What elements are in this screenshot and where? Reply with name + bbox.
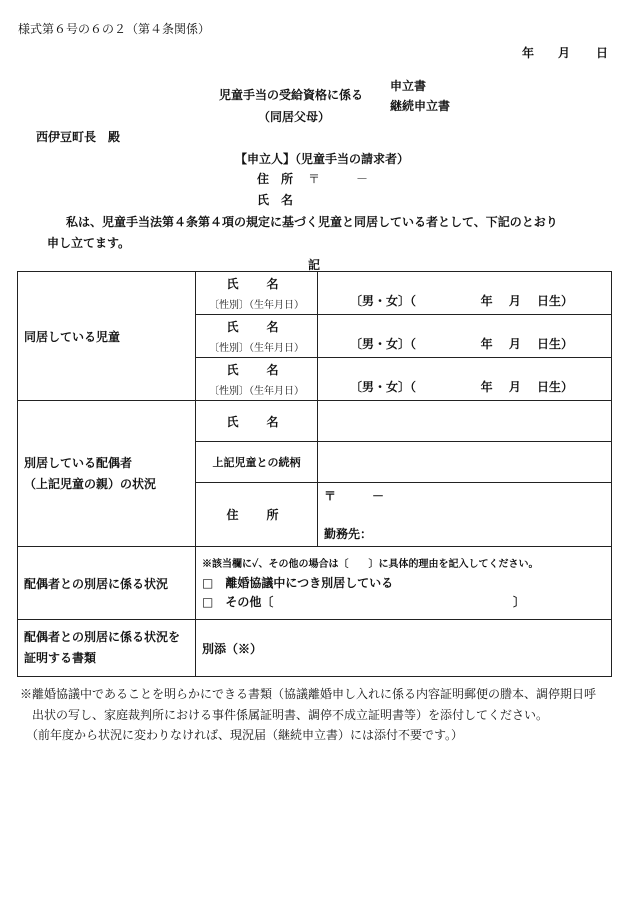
child-1-value-cell[interactable] xyxy=(318,272,612,315)
docs-header-line1: 配偶者との別居に係る状況を xyxy=(24,630,181,644)
title-option-application: 申立書 xyxy=(390,79,427,93)
spouse-name-label: 氏 名 xyxy=(226,414,287,429)
child-3-value-cell[interactable] xyxy=(318,358,612,401)
footnote-3: （前年度から状況に変わりなければ、現況届（継続申立書）には添付不要です。） xyxy=(20,728,464,742)
spouse-header-line1: 別居している配偶者 xyxy=(24,455,133,470)
child-2-sexbirth-label: 〔性別〕（生年月日） xyxy=(209,343,304,354)
docs-header-line2: 証明する書類 xyxy=(24,651,97,665)
child-1-birth-date: 年 月 日生） xyxy=(480,294,573,308)
footnote-1: ※離婚協議中であることを明らかにできる書類（協議離婚申し入れに係る内容証明郵便の謄本、調停期日呼 xyxy=(20,687,597,701)
title-main: 児童手当の受給資格に係る xyxy=(219,88,364,102)
footnote-2: 出状の写し、家庭裁判所における事件係属証明書、調停不成立証明書等）を添付してください。 xyxy=(20,708,549,722)
form-number: 様式第６号の６の２（第４条関係） xyxy=(18,22,211,36)
title-sub: （同居父母） xyxy=(258,110,331,124)
children-header: 同居している児童 xyxy=(18,272,196,401)
date-month: 月 xyxy=(558,46,571,60)
child-3-label-cell xyxy=(196,358,318,401)
separation-cell xyxy=(196,547,612,620)
declaration-table xyxy=(17,271,612,677)
child-3-birth-date: 年 月 日生） xyxy=(480,380,573,394)
applicant-address-label: 住 所 xyxy=(257,172,294,186)
addressee: 西伊豆町長 殿 xyxy=(36,130,121,144)
spouse-address-label: 住 所 xyxy=(226,508,287,522)
statement-line1: 私は、児童手当法第４条第４項の規定に基づく児童と同居している者として、下記のとおり xyxy=(66,215,558,229)
separation-other-open: □ その他〔 xyxy=(202,594,274,609)
statement-line2: 申し立てます。 xyxy=(47,236,131,250)
child-3-sex-choice: 〔男・女〕（ xyxy=(350,380,417,394)
child-3-name-label: 氏 名 xyxy=(226,363,287,377)
child-3-sexbirth-label: 〔性別〕（生年月日） xyxy=(209,386,304,397)
spouse-address-value[interactable] xyxy=(318,483,612,547)
spouse-header xyxy=(18,401,196,547)
applicant-postal: 〒 － xyxy=(308,172,369,186)
separation-header: 配偶者との別居に係る状況 xyxy=(18,547,196,620)
spouse-relation-value[interactable] xyxy=(318,442,612,483)
child-2-value-cell[interactable] xyxy=(318,315,612,358)
date-year: 年 xyxy=(522,46,535,60)
spouse-workplace-label: 勤務先： xyxy=(324,527,373,541)
separation-option-divorce-talks[interactable]: □ 離婚協議中につき別居している xyxy=(202,575,394,590)
separation-other-close: 〕 xyxy=(512,594,525,609)
docs-header xyxy=(18,620,196,677)
spouse-postal: 〒 － xyxy=(324,489,385,503)
child-2-name-label: 氏 名 xyxy=(226,320,287,334)
spouse-address-label-cell xyxy=(196,483,318,547)
child-2-label-cell xyxy=(196,315,318,358)
title-option-renewal: 継続申立書 xyxy=(390,99,451,113)
date-day: 日 xyxy=(596,46,609,60)
child-2-sex-choice: 〔男・女〕（ xyxy=(350,337,417,351)
child-1-name-label: 氏 名 xyxy=(226,277,287,291)
spouse-header-line2: （上記児童の親）の状況 xyxy=(24,476,157,491)
child-1-label-cell xyxy=(196,272,318,315)
ki-heading: 記 xyxy=(308,258,321,272)
separation-option-other[interactable] xyxy=(202,593,605,612)
spouse-name-label-cell xyxy=(196,401,318,442)
spouse-relation-label: 上記児童との続柄 xyxy=(196,442,318,483)
child-2-birth-date: 年 月 日生） xyxy=(480,337,573,351)
child-1-sex-choice: 〔男・女〕（ xyxy=(350,294,417,308)
applicant-heading: 【申立人】（児童手当の請求者） xyxy=(235,152,410,166)
docs-value: 別添（※） xyxy=(196,620,612,677)
separation-note: ※該当欄に✓、その他の場合は〔 〕に具体的理由を記入してください。 xyxy=(202,558,539,570)
applicant-name-label: 氏 名 xyxy=(257,193,294,207)
spouse-name-value[interactable] xyxy=(318,401,612,442)
child-1-sexbirth-label: 〔性別〕（生年月日） xyxy=(209,300,304,311)
